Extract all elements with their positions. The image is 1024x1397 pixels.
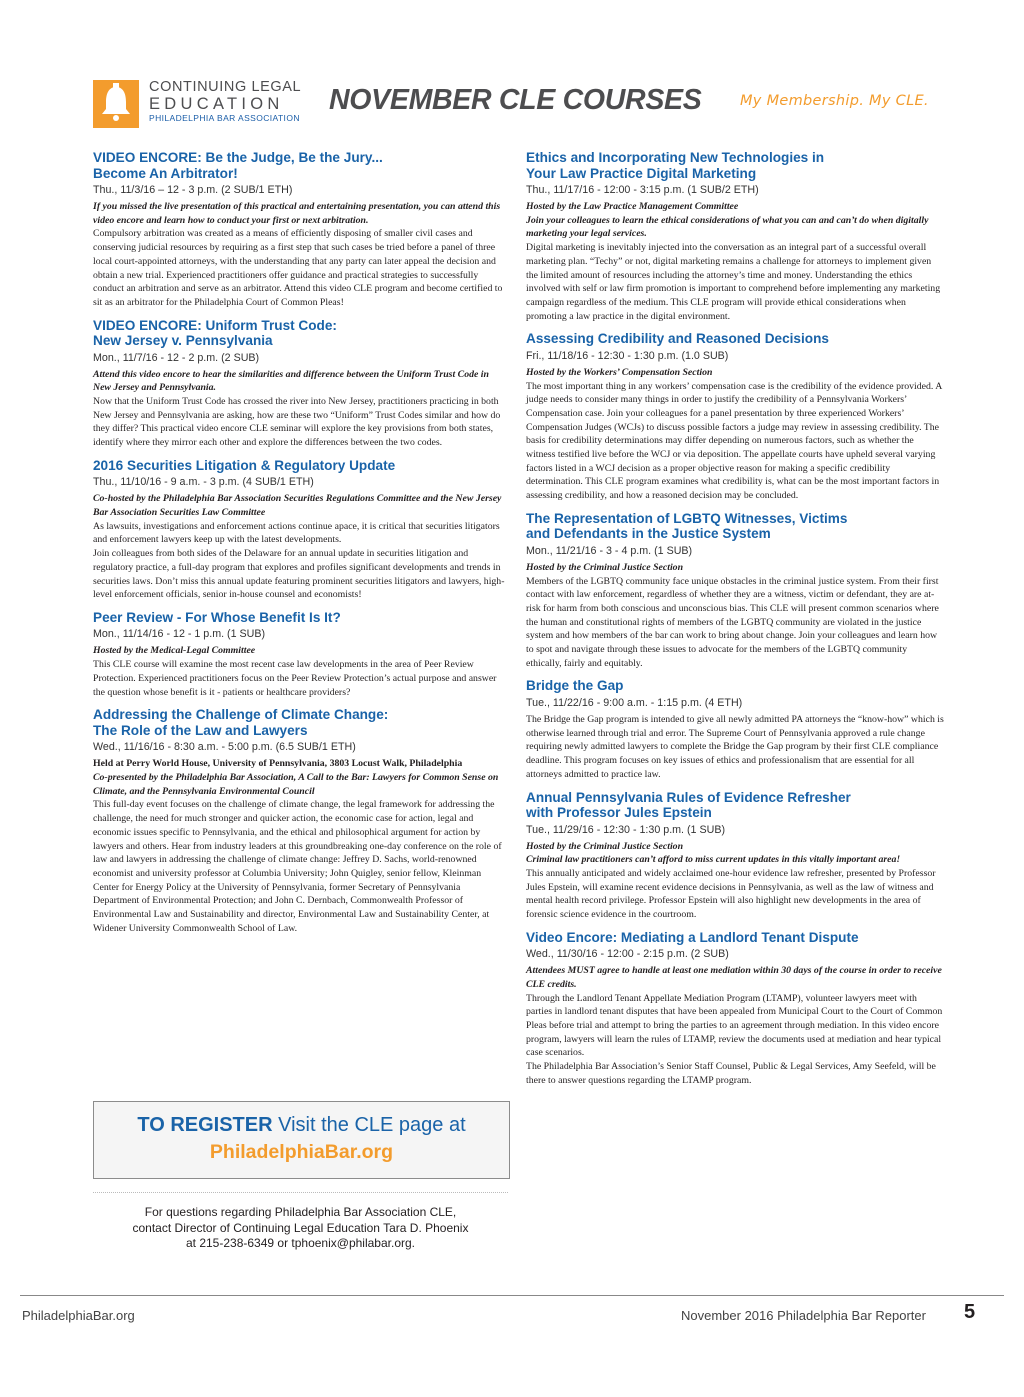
course-paragraph: Hosted by the Law Practice Management Committee [526, 201, 739, 212]
course-title [526, 150, 944, 181]
right-column [526, 150, 944, 1096]
course-description [526, 964, 944, 1087]
course-paragraph: The Philadelphia Bar Association’s Senior Staff Counsel, Public & Legal Services, Amy Seefeld, will be there to answer questions regarding the LTAMP program. [526, 1061, 936, 1086]
logo-line-3: PHILADELPHIA BAR ASSOCIATION [149, 113, 300, 123]
course-paragraph: Join colleagues from both sides of the Delaware for an annual update in securities litigation and regulatory practice, a full-day program that explores and profiles significant developments and trends in securities laws. Don’t miss this annual update featuring prominent securities litigators and lawyers, high-level enforcement officials, senior in-house counsel and economists! [93, 548, 505, 601]
course-paragraph: Hosted by the Medical-Legal Committee [93, 645, 256, 657]
course-title-line: Your Law Practice Digital Marketing [526, 165, 757, 181]
course-description [93, 200, 509, 310]
course-item [93, 458, 509, 602]
course-title-line: Assessing Credibility and Reasoned Decisions [526, 331, 829, 347]
course-item [526, 930, 944, 1088]
course-title [93, 318, 509, 349]
course-date: Wed., 11/30/16 - 12:00 - 2:15 p.m. (2 SUB) [526, 948, 729, 961]
course-description [93, 644, 509, 699]
course-item [526, 678, 944, 781]
contact-info [93, 1205, 508, 1252]
course-paragraph: The Bridge the Gap program is intended to give all newly admitted PA attorneys the “know-how” which is otherwise learned through trial and error. The Supreme Court of Pennsylvania approved a rule change requiring newly admitted lawyers to complete the Bridge the Gap program by their first CLE compliance deadline. This program focuses on key issues of ethics and professionalism that are essential for all attorneys admitted to practice law. [526, 713, 944, 780]
course-paragraph: Criminal law practitioners can’t afford to miss current updates in this vitally important area! [526, 854, 901, 866]
course-paragraph: Members of the LGBTQ community face unique obstacles in the criminal justice system. From their first contact with law enforcement, regardless of whether they are a witness, victim or defendant, they are at-risk for harm from both conscious and unconscious bias. This CLE will present common scenarios where the human and constitutional rights of members of the LGBTQ community are violated in the justice system and how members of the bar can work to bring about change. Join your colleagues and learn how to spot and navigate through these issues to advocate for the members of the LGBTQ community ethically, fairly and equitably. [526, 575, 939, 669]
course-description [526, 713, 944, 782]
course-paragraph: Co-presented by the Philadelphia Bar Association, A Call to the Bar: Lawyers for Common Sense on Climate, and the Pennsylvania Environmental Council [93, 771, 499, 797]
course-paragraph: Held at Perry World House, University of Pennsylvania, 3803 Locust Walk, Philadelphia [93, 758, 463, 770]
course-item [93, 150, 509, 310]
course-date: Thu., 11/10/16 - 9 a.m. - 3 p.m. (4 SUB/1 ETH) [93, 476, 314, 489]
course-title-line: New Jersey v. Pennsylvania [93, 333, 273, 349]
course-title [526, 678, 944, 694]
course-paragraph: Hosted by the Criminal Justice Section [526, 840, 684, 852]
course-title [526, 511, 944, 542]
tagline: My Membership. My CLE. [740, 93, 929, 109]
course-date: Thu., 11/17/16 - 12:00 - 3:15 p.m. (1 SUB/2 ETH) [526, 184, 759, 196]
course-title [526, 790, 944, 821]
course-paragraph: Now that the Uniform Trust Code has crossed the river into New Jersey, practitioners practicing in both New Jersey and Pennsylvania are asking, how are these two “Uniform” Trust Codes similar and how do they differ? This practical video encore CLE seminar will explore the key provisions from both states, identify where they mirror each other and explore the differences between the two codes. [93, 396, 501, 449]
course-paragraph: Attend this video encore to hear the similarities and difference between the Uniform Trust Code in New Jersey and Pennsylvania. [93, 368, 489, 394]
course-paragraph: This CLE course will examine the most recent case law developments in the area of Peer Review Protection. Experienced practitioners focus on the Peer Review Protection’s actual purpose and answer the question whose benefit is it - patients or healthcare providers? [93, 659, 497, 698]
course-item [93, 707, 509, 935]
course-description [526, 561, 944, 671]
course-title-line: with Professor Jules Epstein [526, 805, 712, 820]
course-title [526, 331, 944, 347]
course-date: Wed., 11/16/16 - 8:30 a.m. - 5:00 p.m. (6.5 SUB/1 ETH) [93, 741, 356, 754]
course-paragraph: Co-hosted by the Philadelphia Bar Association Securities Regulations Committee and the New Jersey Bar Association Securities Law Committee [93, 493, 502, 519]
course-title-line: Annual Pennsylvania Rules of Evidence Refresher [526, 789, 851, 805]
course-paragraph: Hosted by the Workers’ Compensation Section [526, 366, 713, 378]
course-title [93, 707, 509, 738]
course-item [93, 318, 509, 450]
page-title: NOVEMBER CLE COURSES [329, 84, 702, 116]
course-paragraph: Compulsory arbitration was created as a means of efficiently disposing of smaller civil cases and conserving judicial resources by requiring as a first step that such cases be tried before a panel of three local court-appointed attorneys, with the understanding that any party can later appeal the decision and obtain a new trial. Experienced practitioners offer guidance and practical strategies to successfully conduct an arbitration and serve as an arbitrator. Attend this video CLE program and become certified to sit as an arbitrator for the Philadelphia Court of Common Pleas! [93, 228, 503, 308]
course-paragraph: As lawsuits, investigations and enforcement actions continue apace, it is critical that securities litigators and enforcement lawyers keep up with the latest developments. [93, 520, 500, 546]
course-date: Mon., 11/14/16 - 12 - 1 p.m. (1 SUB) [93, 628, 266, 641]
footer-site: PhiladelphiaBar.org [22, 1308, 135, 1323]
course-paragraph: Through the Landlord Tenant Appellate Mediation Program (LTAMP), volunteer lawyers meet with parties in landlord tenant disputes that have been appealed from Municipal Court to the Court of Common Pleas before trial and attempt to bring the parties to an agreement through mediation. In this video encore program, lawyers will learn the rules of LTAMP, review the documents used at mediation and hear typical case scenarios. [526, 992, 943, 1059]
course-date: Tue., 11/22/16 - 9:00 a.m. - 1:15 p.m. (4 ETH) [526, 696, 743, 709]
course-description [93, 492, 509, 602]
register-box [93, 1101, 510, 1179]
contact-line: For questions regarding Philadelphia Bar Association CLE, [144, 1205, 457, 1219]
course-paragraph: If you missed the live presentation of this practical and entertaining presentation, you can attend this video encore and learn how to conduct your first or next arbitration. [93, 201, 501, 226]
footer-issue: November 2016 Philadelphia Bar Reporter [681, 1308, 926, 1323]
course-item [526, 511, 944, 671]
contact-line: contact Director of Continuing Legal Education Tara D. Phoenix [132, 1220, 469, 1235]
course-title-line: and Defendants in the Justice System [526, 526, 771, 542]
course-title [526, 930, 944, 946]
course-description [93, 368, 509, 450]
course-paragraph: Join your colleagues to learn the ethical considerations of what you can and can’t do when digitally marketing your legal services. [526, 214, 929, 240]
course-item [526, 150, 944, 323]
course-title-line: 2016 Securities Litigation & Regulatory Update [93, 457, 396, 473]
course-paragraph: The most important thing in any workers’ compensation case is the credibility of the evidence provided. A judge needs to consider many things in order to justify the credibility of a Pennsylvania Workers’ Compensation case. Join your colleagues for a panel presentation by three experienced Workers’ Compensation Judges (WCJs) to discuss possible factors a judge may review in assessing credibility. The basis for credibility determinations may differ depending on numerous factors, such as whether the witness testified live before the WCJ or via deposition. The appellate courts have upheld several varying factors listed in a WCJ decision as a proper objective reason for making a specific credibility determination. This CLE program examines what credibility is, what can be the most important factors in assessing credibility, and how a reasoned decision may be concluded. [526, 380, 942, 502]
course-date: Mon., 11/7/16 - 12 - 2 p.m. (2 SUB) [93, 351, 260, 364]
course-title [93, 610, 509, 626]
course-item [526, 790, 944, 922]
course-date: Mon., 11/21/16 - 3 - 4 p.m. (1 SUB) [526, 544, 693, 557]
course-title [93, 458, 509, 474]
register-line [94, 1114, 509, 1137]
cle-logo [93, 80, 308, 128]
course-title-line: Peer Review - For Whose Benefit Is It? [93, 609, 341, 625]
course-paragraph: Hosted by the Criminal Justice Section [526, 561, 684, 573]
course-description [526, 366, 944, 503]
register-prefix: TO REGISTER [137, 1114, 273, 1136]
course-title [93, 150, 509, 181]
course-description [526, 840, 944, 922]
course-paragraph: Attendees MUST agree to handle at least one mediation within 30 days of the course in order to receive CLE credits. [526, 965, 942, 990]
course-paragraph: This full-day event focuses on the challenge of climate change, the legal framework for addressing the challenge, the need for much stronger and quicker action, the economic case for action, legal and economic issues specific to Pennsylvania, and the ethical and philosophical argument for action by lawyers and others. Hear from industry leaders at this groundbreaking one-day conference on the role of law and lawyers in addressing the challenge of climate change: Jeffrey D. Sachs, world-renowned economist and university professor at Columbia University; John Quigley, senior fellow, Kleinman Center for Energy Policy at the University of Pennsylvania, former Secretary of Pennsylvania Department of Environmental Protection; and John C. Dernbach, Commonwealth Professor of Environmental Law and Sustainability and director, Environmental Law and Sustainability Center, at Widener University Commonwealth School of Law. [93, 799, 502, 934]
course-date: Tue., 11/29/16 - 12:30 - 1:30 p.m. (1 SUB) [526, 823, 726, 836]
course-title-line: Video Encore: Mediating a Landlord Tenant Dispute [526, 929, 859, 945]
course-date: Thu., 11/3/16 – 12 - 3 p.m. (2 SUB/1 ETH) [93, 184, 293, 196]
logo-line-1: CONTINUING LEGAL [149, 79, 302, 95]
course-title-line: Become An Arbitrator! [93, 165, 238, 181]
contact-line: at 215-238-6349 or tphoenix@philabar.org. [185, 1236, 415, 1250]
page-number: 5 [964, 1301, 976, 1323]
course-item [93, 610, 509, 699]
course-item [526, 331, 944, 503]
course-description [526, 200, 944, 323]
course-title-line: The Role of the Law and Lawyers [93, 722, 308, 738]
logo-line-2: EDUCATION [149, 95, 284, 113]
register-url-link[interactable]: PhiladelphiaBar.org [209, 1141, 394, 1163]
course-title-line: Ethics and Incorporating New Technologies in [526, 150, 825, 165]
course-title-line: VIDEO ENCORE: Uniform Trust Code: [93, 317, 337, 333]
register-text: Visit the CLE page at [272, 1114, 466, 1136]
course-paragraph: Digital marketing is inevitably injected into the conversation as an integral part of a successful overall marketing plan. “Techy” or not, digital marketing remains a challenge for attorneys to implement given the limited amount of resources including the attorney’s time and money. Understanding the ethics involved with self or law firm promotion is important to comprehend before implementing any marketing campaign regardless of the medium. This CLE program will provide ethical considerations when promoting a law practice in the digital environment. [526, 242, 941, 322]
course-title-line: Addressing the Challenge of Climate Change: [93, 707, 389, 723]
course-title-line: Bridge the Gap [526, 678, 624, 694]
course-date: Fri., 11/18/16 - 12:30 - 1:30 p.m. (1.0 SUB) [526, 349, 729, 362]
course-title-line: The Representation of LGBTQ Witnesses, Victims [526, 510, 848, 526]
course-description [93, 757, 509, 935]
left-column [93, 150, 509, 943]
course-title-line: VIDEO ENCORE: Be the Judge, Be the Jury... [93, 150, 383, 165]
divider [93, 1192, 508, 1193]
course-paragraph: This annually anticipated and widely acclaimed one-hour evidence law refresher, presented by Professor Jules Epstein, will examine recent evidence decisions in Pennsylvania, as well as the law of witness and mental health record privilege. Professor Epstein will also highlight new developments in the area of forensic science evidence in the courtroom. [526, 867, 936, 921]
footer-divider [20, 1295, 1004, 1296]
liberty-bell-icon [93, 80, 139, 128]
